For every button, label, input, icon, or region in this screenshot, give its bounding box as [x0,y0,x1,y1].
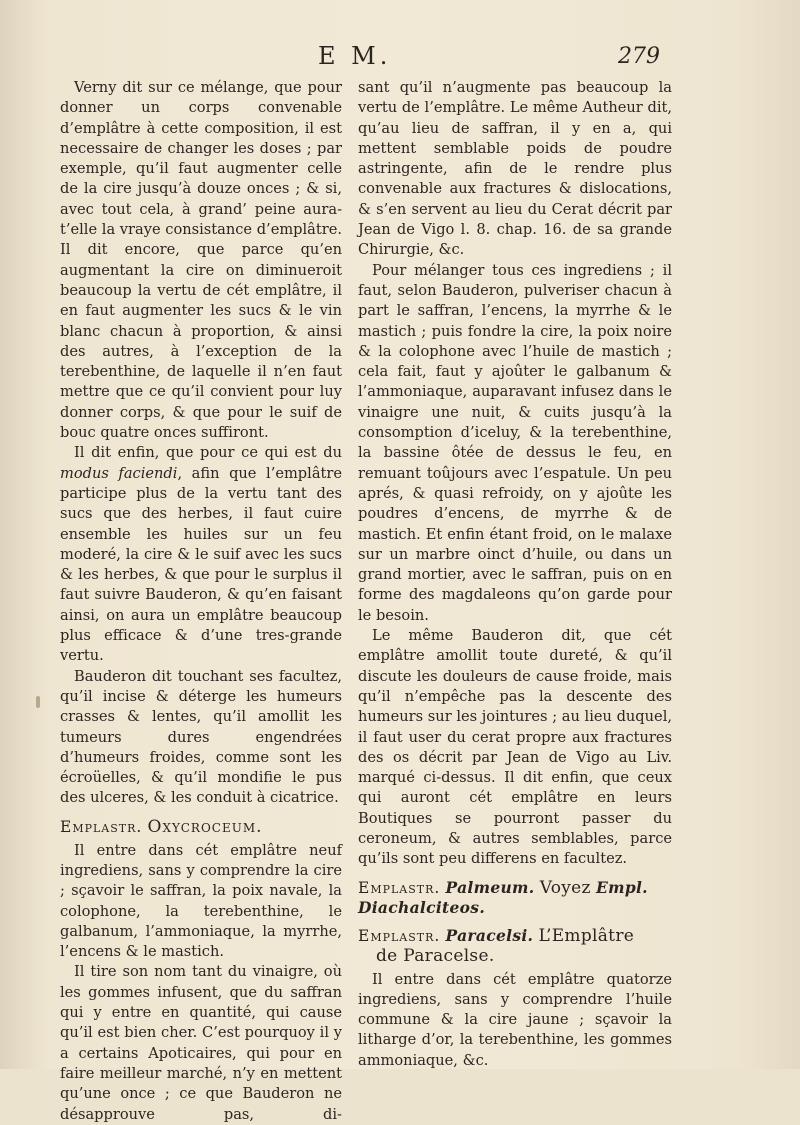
section-heading-paracelse [358,926,672,966]
paragraph-paracelse: Il entre dans cét emplâtre quatorze ingrediens, sans y comprendre l’huile commune & la cire jaune ; sçavoir la litharge d’or, la terebenthine, les gommes ammoniaque, &c. [358,970,672,1069]
paragraph-verny: Verny dit sur ce mélange, que pour donner un corps convenable d’emplâtre à cette composition, il est necessaire de changer les doses ; par exemple, qu’il faut augmenter celle de la cire jusqu’à douze onces ; & si, avec tout cela, à grand’ peine aura-t’elle la vraye consistance d’emplâtre. Il dit encore, que parce qu’en augmentant la cire on diminueroit beaucoup la vertu de cét emplâtre, il en faut augmenter les sucs & le vin blanc chacun à proportion, & ainsi des autres, à l’exception de la terebenthine, de laquelle il n’en faut mettre que ce qu’il convient pour luy donner corps, & que pour le suif de bouc quatre onces suffiront. [60,79,342,442]
paragraph-modus [60,443,342,666]
paragraph-modus-lead: Il dit enfin, que pour ce qui est du [74,444,342,462]
section-label: Emplastr. [358,926,441,945]
paragraph-oxycroceum-name: Il tire son nom tant du vinaigre, où les gommes infusent, que du saffran qui y entre en quantité, qui cause qu’il est bien cher. C’est pourquoy il y a certains Apoticaires, qui pour en faire meilleur marché, n’y en mettent qu’une once ; ce que Bauderon ne désapprouve pas, di- [60,963,342,1123]
running-head: E M. [318,42,392,70]
page-number: 279 [618,44,660,69]
section-subtitle-continued: de Paracelse. [376,945,495,966]
section-label: Emplastr. [60,817,143,836]
section-label: Emplastr. [358,878,441,897]
section-name: Paracelsi. [445,925,534,945]
right-column [358,78,672,1071]
cross-reference: Empl. Diachalciteos. [358,877,648,917]
left-column [60,78,342,1125]
margin-mark [36,696,40,708]
page-header [0,42,800,76]
paragraph-oxycroceum-ingredients: Il entre dans cét emplâtre neuf ingrediens, sans y comprendre la cire ; sçavoir le saffran, la poix navale, la colophone, la terebenthine, le galbanum, l’ammoniaque, la myrrhe, l’encens & le mastich. [60,841,342,961]
modus-faciendi-term: modus faciendi [60,464,178,482]
section-name: Oxycroceum. [147,816,263,837]
section-name: Palmeum. [445,877,535,897]
section-subtitle: L’Emplâtre [538,925,635,946]
section-heading-oxycroceum [60,817,342,837]
see-reference-word: Voyez [539,877,591,898]
paragraph-melanger: Pour mélanger tous ces ingrediens ; il faut, selon Bauderon, pulveriser chacun à part le saffran, l’encens, la myrrhe & le mastich ; puis fondre la cire, la poix noire & la colophone avec l’huile de mastich ; cela fait, faut y ajoûter le galbanum & l’ammoniaque, auparavant infusez dans le vinaigre une nuit, & cuits jusqu’à la consomption d’iceluy, & la terebenthine, la bassine ôtée de dessus le feu, en remuant toûjours avec l’espatule. Un peu aprés, & quasi refroidy, on y ajoûte les poudres d’encens, de myrrhe & de mastich. Et enfin étant froid, on le malaxe sur un marbre oinct d’huile, ou dans un grand mortier, avec le saffran, puis on en forme des magdaleons qu’on garde pour le besoin. [358,261,672,624]
paragraph-meme-bauderon: Le même Bauderon dit, que cét emplâtre amollit toute dureté, & qu’il discute les douleurs de cause froide, mais qu’il n’empêche pas la descente des humeurs sur les jointures ; au lieu duquel, il faut user du cerat propre aux fractures des os décrit par Jean de Vigo au Liv. marqué ci-dessus. Il dit enfin, que ceux qui auront cét emplâtre en leurs Boutiques se pourront passer du ceroneum, & autres semblables, parce qu’ils sont peu differens en facultez. [358,627,672,868]
paragraph-facultez: Bauderon dit touchant ses facultez, qu’il incise & déterge les humeurs crasses & lentes, qu’il amollit les tumeurs dures engendrées d’humeurs froides, comme sont les écroüelles, & qu’il mondifie le pus des ulceres, & les conduit à cicatrice. [60,667,342,807]
paragraph-modus-rest: , afin que l’emplâtre participe plus de la vertu tant des sucs que des herbes, il faut cuire ensemble les huiles sur un feu moderé, la cire & le suif avec les sucs & les herbes, & que pour le surplus il faut suivre Bauderon, & qu’en faisant ainsi, on aura un emplâtre beaucoup plus efficace & d’une tres-grande vertu. [60,464,342,665]
paragraph-continuation: sant qu’il n’augmente pas beaucoup la vertu de l’emplâtre. Le même Autheur dit, qu’au lieu de saffran, il y en a, qui mettent semblable poids de poudre astringente, afin de le rendre plus convenable aux fractures & dislocations, & s’en servent au lieu du Cerat décrit par Jean de Vigo l. 8. chap. 16. de sa grande Chirurgie, &c. [358,79,672,259]
section-heading-palmeum [358,878,672,918]
